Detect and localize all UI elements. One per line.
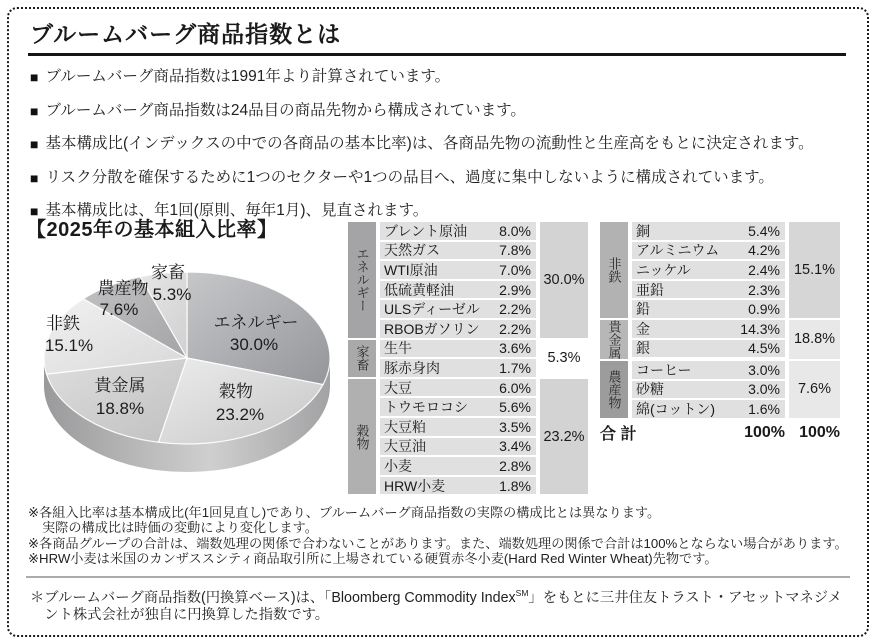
table-row: [380, 398, 536, 416]
bullet-item: [30, 101, 846, 121]
chart-section-title: 【2025年の基本組入比率】: [26, 219, 278, 241]
commodity-name: 銀: [636, 340, 650, 357]
pie-slice-value: 18.8%: [95, 399, 145, 418]
table-row: [632, 361, 785, 379]
pie-slice-label: 貴金属: [94, 376, 146, 395]
bullet-square-icon: ■: [30, 102, 39, 119]
table-row: [380, 320, 536, 338]
commodity-name: 大豆: [384, 379, 412, 396]
pie-slice-value: 5.3%: [152, 285, 192, 304]
commodity-weight: 0.9%: [748, 301, 780, 318]
table-row: [632, 400, 785, 418]
table-row: [380, 300, 536, 318]
commodity-weight: 5.6%: [499, 399, 531, 416]
table-row: [632, 340, 785, 358]
commodity-weight: 8.0%: [499, 222, 531, 239]
pie-slice-value: 23.2%: [215, 405, 265, 424]
commodity-name: ULSディーゼル: [384, 301, 480, 318]
pie-slice-label: 非鉄: [46, 314, 80, 333]
pie-chart: [20, 212, 350, 492]
commodity-weight: 2.2%: [499, 320, 531, 337]
footnote-line: ※各組入比率は基本構成比(年1回見直し)であり、ブルームバーグ商品指数の実際の構成比とは異なります。: [28, 505, 661, 520]
commodity-name: 鉛: [636, 301, 650, 318]
pie-slice-value: 15.1%: [44, 336, 94, 355]
bullet-text: 基本構成比(インデックスの中での各商品の基本比率)は、各商品先物の流動性と生産高をもとに決定されます。: [45, 135, 814, 152]
composition-table-right: [600, 222, 840, 444]
footnote-line: ※各商品グループの合計は、端数処理の関係で合わないことがあります。また、端数処理の関係で合計は100%とならない場合があります。: [28, 535, 848, 551]
group-rows: [380, 379, 536, 495]
commodity-weight: 3.4%: [499, 438, 531, 455]
table-row: [632, 320, 785, 338]
table-row: [632, 381, 785, 399]
group-category-label: 貴金属: [600, 320, 628, 359]
group-total: 15.1%: [789, 222, 840, 318]
commodity-name: 大豆油: [384, 438, 426, 455]
pie-slice-label: 家畜: [151, 263, 185, 282]
bullet-square-icon: ■: [30, 69, 39, 85]
commodity-weight: 3.6%: [499, 340, 531, 357]
commodity-name: HRW小麦: [384, 477, 446, 494]
footnote-line: ※HRW小麦は米国のカンザススシティ商品取引所に上場されている硬質赤冬小麦(Hard Red Winter Wheat)先物です。: [28, 551, 718, 567]
commodity-group: [600, 222, 840, 318]
group-total: 5.3%: [540, 340, 588, 377]
commodity-name: RBOBガソリン: [384, 320, 480, 337]
group-category-label: 農産物: [600, 361, 628, 418]
commodity-weight: 2.4%: [748, 261, 780, 278]
commodity-weight: 7.0%: [499, 261, 531, 278]
commodity-name: ブレント原油: [384, 222, 468, 239]
bullet-square-icon: ■: [30, 136, 39, 152]
bullet-text: ブルームバーグ商品指数は24品目の商品先物から構成されています。: [45, 101, 526, 119]
title-underline: [28, 53, 846, 56]
commodity-weight: 4.5%: [748, 340, 780, 357]
commodity-weight: 6.0%: [499, 379, 531, 396]
bullet-item: [30, 67, 846, 87]
disclaimer-sm-mark: SM: [515, 588, 529, 598]
commodity-group: [348, 379, 588, 495]
commodity-group: [600, 320, 840, 359]
table-row: [380, 457, 536, 475]
group-total: 7.6%: [789, 361, 840, 418]
footnote-list: [28, 505, 848, 567]
table-row: [380, 242, 536, 260]
commodity-name: アルミニウム: [636, 242, 720, 259]
group-rows: [632, 361, 785, 418]
table-row: [380, 379, 536, 397]
commodity-name: 大豆粕: [384, 418, 426, 435]
table-row: [380, 418, 536, 436]
footnote-line: 実際の構成比は時価の変動により変化します。: [42, 520, 318, 536]
commodity-weight: 3.5%: [499, 418, 531, 435]
bullet-item: [30, 168, 846, 188]
commodity-weight: 2.3%: [748, 281, 780, 298]
commodity-weight: 7.8%: [499, 242, 531, 259]
table-row: [632, 281, 785, 299]
commodity-weight: 2.9%: [499, 281, 531, 298]
bullet-text: リスク分散を確保するために1つのセクターや1つの品目へ、過度に集中しないように構成されています。: [45, 168, 774, 186]
table-row: [380, 222, 536, 240]
commodity-group: [348, 222, 588, 338]
pie-slice-value: 7.6%: [99, 300, 139, 319]
commodity-name: 小麦: [384, 457, 412, 474]
disclaimer-prefix: ＊ブルームバーグ商品指数(円換算ベース)は、「Bloomberg Commodity Index: [30, 589, 516, 606]
commodity-group: [600, 361, 840, 418]
total-row: [600, 422, 840, 444]
group-total: 30.0%: [540, 222, 588, 338]
total-items-value: 100%: [744, 423, 785, 441]
commodity-weight: 3.0%: [748, 381, 780, 398]
commodity-weight: 3.0%: [748, 361, 780, 378]
commodity-name: 低硫黄軽油: [384, 281, 454, 298]
group-category-label: 非鉄: [600, 222, 628, 318]
table-row: [632, 242, 785, 260]
disclaimer-suffix: 」をもとに三井住友トラスト・アセットマネジメント株式会社が独自に円換算した指数です。: [44, 589, 842, 624]
commodity-name: トウモロコシ: [384, 399, 468, 416]
group-rows: [632, 320, 785, 359]
pie-slice-label: 穀物: [219, 382, 253, 401]
commodity-group: [348, 340, 588, 377]
commodity-name: WTI原油: [384, 261, 438, 278]
commodity-name: 金: [636, 320, 650, 337]
commodity-name: 砂糖: [636, 381, 664, 398]
group-category-label: 穀物: [348, 379, 376, 495]
group-rows: [380, 222, 536, 338]
table-row: [632, 300, 785, 318]
table-row: [380, 477, 536, 495]
commodity-name: 生牛: [384, 340, 412, 357]
table-row: [632, 222, 785, 240]
group-category-label: エネルギー: [348, 222, 376, 338]
commodity-name: 天然ガス: [384, 242, 440, 259]
bullet-square-icon: ■: [30, 203, 39, 219]
table-row: [632, 261, 785, 279]
page-title: ブルームバーグ商品指数とは: [30, 21, 342, 47]
commodity-weight: 1.6%: [748, 400, 780, 417]
separator-line: [26, 576, 850, 578]
pie-slice-label: 農産物: [97, 279, 149, 298]
pie-slice-value: 30.0%: [229, 335, 279, 354]
table-row: [380, 359, 536, 377]
bullet-text: ブルームバーグ商品指数は1991年より計算されています。: [45, 68, 451, 85]
bullet-list: [30, 67, 846, 235]
commodity-weight: 14.3%: [740, 320, 780, 337]
disclaimer-note: [30, 585, 842, 625]
commodity-weight: 2.2%: [499, 301, 531, 318]
table-row: [380, 340, 536, 358]
group-rows: [380, 340, 536, 377]
group-total: 18.8%: [789, 320, 840, 359]
bullet-square-icon: ■: [30, 169, 39, 186]
group-rows: [632, 222, 785, 318]
composition-table-left: [348, 222, 588, 496]
table-row: [380, 281, 536, 299]
group-category-label: 家畜: [348, 340, 376, 377]
commodity-name: 銅: [636, 222, 650, 239]
commodity-weight: 5.4%: [748, 222, 780, 239]
commodity-weight: 1.8%: [499, 477, 531, 494]
commodity-name: ニッケル: [636, 261, 691, 278]
table-row: [380, 261, 536, 279]
group-total: 23.2%: [540, 379, 588, 495]
total-label: 合 計: [600, 426, 637, 444]
commodity-weight: 1.7%: [499, 359, 531, 376]
commodity-weight: 2.8%: [499, 457, 531, 474]
bullet-item: [30, 134, 846, 154]
pie-slice-label: エネルギー: [213, 313, 299, 332]
commodity-weight: 4.2%: [748, 242, 780, 259]
commodity-name: 豚赤身肉: [384, 359, 440, 376]
commodity-name: コーヒー: [636, 361, 692, 378]
commodity-name: 綿(コットン): [636, 400, 716, 417]
commodity-name: 亜鉛: [636, 281, 664, 298]
bullet-text: 基本構成比は、年1回(原則、毎年1月)、見直されます。: [45, 202, 429, 219]
table-row: [380, 438, 536, 456]
total-groups-value: 100%: [799, 423, 840, 441]
